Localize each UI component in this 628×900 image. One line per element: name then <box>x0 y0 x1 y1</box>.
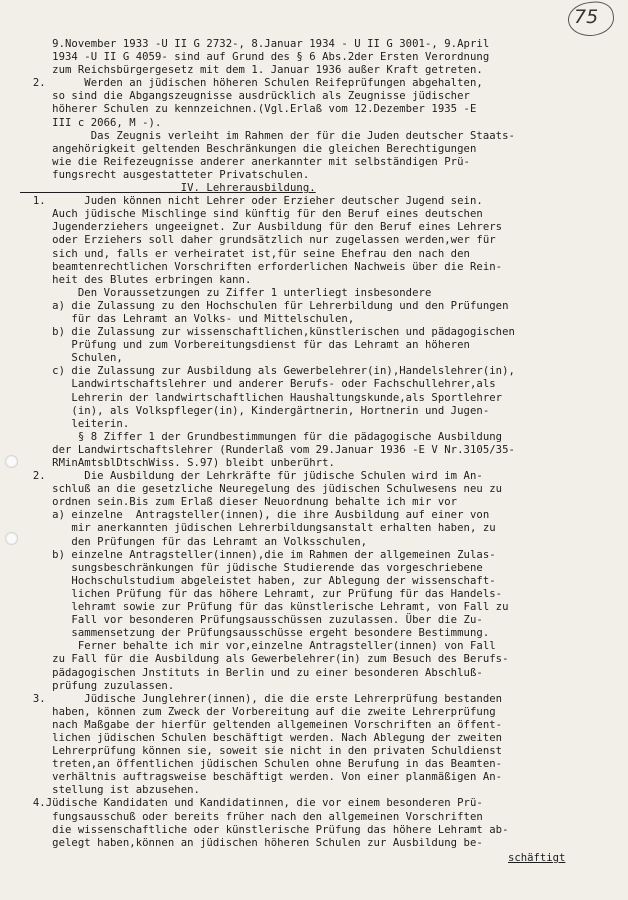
text-line: fungsrecht ausgestatteter Privatschulen. <box>20 168 310 181</box>
text-line: Landwirtschaftslehrer und anderer Berufs- oder Fachschullehrer,als <box>20 378 496 391</box>
text-line: § 8 Ziffer 1 der Grundbestimmungen für die pädagogische Ausbildung <box>20 430 503 443</box>
text-line: für das Lehramt an Volks- und Mittelschulen, <box>20 312 355 325</box>
text-line: fungsausschuß oder bereits früher nach den allgemeinen Vorschriften <box>20 810 483 823</box>
text-line: zu Fall für die Ausbildung als Gewerbelehrer(in) zum Besuch des Berufs- <box>20 653 509 666</box>
text-line: Das Zeugnis verleiht im Rahmen der für die Juden deutscher Staats- <box>20 129 515 142</box>
text-line: lichen jüdischen Schulen beschäftigt werden. Nach Ablegung der zweiten <box>20 731 503 744</box>
text-line: so sind die Abgangszeugnisse ausdrücklich als Zeugnisse jüdischer <box>20 90 470 103</box>
text-line: (in), als Volkspfleger(in), Kindergärtnerin, Hortnerin und Jugen- <box>20 404 490 417</box>
text-line: ordnen sein.Bis zum Erlaß dieser Neuordnung behalte ich mir vor <box>20 496 458 509</box>
text-line: heit des Blutes erbringen kann. <box>20 273 252 286</box>
text-line: 9.November 1933 -U II G 2732-, 8.Januar 1934 - U II G 3001-, 9.April <box>20 38 490 50</box>
text-line: a) einzelne Antragsteller(innen), die ihre Ausbildung auf einer von <box>20 509 490 522</box>
text-line: Den Voraussetzungen zu Ziffer 1 unterliegt insbesondere <box>20 286 432 299</box>
text-line: gelegt haben,können an jüdischen höheren Schulen zur Ausbildung be- <box>20 836 483 849</box>
text-line: oder Erziehers soll daher grundsätzlich nur zugelassen werden,wer für <box>20 234 496 247</box>
text-line: lichen Prüfung für das höhere Lehramt, zur Prüfung für das Handels- <box>20 587 503 600</box>
text-line: 1. Juden können nicht Lehrer oder Erzieher deutscher Jugend sein. <box>20 195 483 208</box>
punch-hole <box>5 455 18 468</box>
text-line: stellung ist abzusehen. <box>20 784 200 797</box>
text-line: die wissenschaftliche oder künstlerische Prüfung das höhere Lehramt ab- <box>20 823 509 836</box>
text-line: b) die Zulassung zur wissenschaftlichen,künstlerischen und pädagogischen <box>20 326 515 339</box>
text-line: Hochschulstudium abgeleistet haben, zur Ablegung der wissenschaft- <box>20 574 496 587</box>
punch-hole <box>5 532 18 545</box>
text-line: sungsbeschränkungen für jüdische Studierende das vorgeschriebene <box>20 561 483 574</box>
text-line: den Prüfungen für das Lehramt an Volksschulen, <box>20 535 368 548</box>
text-line: III c 2066, M -). <box>20 116 162 129</box>
text-line: beamtenrechtlichen Vorschriften erforderlichen Nachweis über die Rein- <box>20 260 503 273</box>
text-line: 4.Jüdische Kandidaten und Kandidatinnen, die vor einem besonderen Prü- <box>20 797 483 810</box>
text-line: prüfung zuzulassen. <box>20 679 175 692</box>
text-line: Lehrerprüfung können sie, soweit sie nicht in den privaten Schuldienst <box>20 745 503 758</box>
text-line: 1934 -U II G 4059- sind auf Grund des § 6 Abs.2der Ersten Verordnung <box>20 51 490 64</box>
text-line: verhältnis auftragsweise beschäftigt werden. Von einer planmäßigen An- <box>20 771 503 784</box>
text-line: angehörigkeit geltenden Beschränkungen die gleichen Berechtigungen <box>20 142 477 155</box>
page-number: 75 <box>574 6 599 28</box>
text-line: IV. Lehrerausbildung. <box>20 182 316 195</box>
text-line: Jugenderziehers ungeeignet. Zur Ausbildung für den Beruf eines Lehrers <box>20 221 503 234</box>
text-line: leiterin. <box>20 417 130 430</box>
text-line: 2. Die Ausbildung der Lehrkräfte für jüdische Schulen wird im An- <box>20 470 483 483</box>
text-line: sammensetzung der Prüfungsausschüsse ergeht besondere Bestimmung. <box>20 627 490 640</box>
text-line: Ferner behalte ich mir vor,einzelne Antragsteller(innen) von Fall <box>20 640 496 653</box>
text-line: a) die Zulassung zu den Hochschulen für Lehrerbildung und den Prüfungen <box>20 299 509 312</box>
text-line: treten,an öffentlichen jüdischen Schulen ohne Berufung in das Beamten- <box>20 758 503 771</box>
text-line: Schulen, <box>20 352 123 365</box>
text-line: Auch jüdische Mischlinge sind künftig für den Beruf eines deutschen <box>20 208 483 221</box>
text-line: 2. Werden an jüdischen höheren Schulen Reifeprüfungen abgehalten, <box>20 77 483 90</box>
text-line: wie die Reifezeugnisse anderer anerkannter mit selbständigen Prü- <box>20 155 470 168</box>
text-line: schluß an die gesetzliche Neuregelung des jüdischen Schulwesens neu zu <box>20 483 503 496</box>
text-line: der Landwirtschaftslehrer (Runderlaß vom 29.Januar 1936 -E V Nr.3105/35- <box>20 443 515 456</box>
text-line: zum Reichsbürgergesetz mit dem 1. Januar 1936 außer Kraft getreten. <box>20 64 483 77</box>
text-line: b) einzelne Antragsteller(innen),die im Rahmen der allgemeinen Zulas- <box>20 548 496 561</box>
text-line: lehramt sowie zur Prüfung für das künstlerische Lehramt, von Fall zu <box>20 601 509 614</box>
typewritten-body <box>20 38 620 850</box>
text-line: Lehrerin der landwirtschaftlichen Haushaltungskunde,als Sportlehrer <box>20 391 503 404</box>
text-line: c) die Zulassung zur Ausbildung als Gewerbelehrer(in),Handelslehrer(in), <box>20 365 515 378</box>
continuation-word: schäftigt <box>508 852 566 864</box>
text-line: haben, können zum Zweck der Vorbereitung auf die zweite Lehrerprüfung <box>20 705 496 718</box>
text-line: sich und, falls er verheiratet ist,für seine Ehefrau den nach den <box>20 247 470 260</box>
text-line: Fall vor besonderen Prüfungsausschüssen zuzulassen. Über die Zu- <box>20 614 483 627</box>
text-line: 3. Jüdische Junglehrer(innen), die die erste Lehrerprüfung bestanden <box>20 692 503 705</box>
text-line: mir anerkannten jüdischen Lehrerbildungsanstalt erhalten haben, zu <box>20 522 496 535</box>
text-line: Prüfung und zum Vorbereitungsdienst für das Lehramt an höheren <box>20 339 470 352</box>
text-line: nach Maßgabe der hierfür geltenden allgemeinen Vorschriften an öffent- <box>20 718 503 731</box>
text-line: höherer Schulen zu kennzeichnen.(Vgl.Erlaß vom 12.Dezember 1935 -E <box>20 103 477 116</box>
text-line: pädagogischen Jnstituts in Berlin und zu einer besonderen Abschluß- <box>20 666 483 679</box>
text-line: RMinAmtsblDtschWiss. S.97) bleibt unberührt. <box>20 457 335 469</box>
